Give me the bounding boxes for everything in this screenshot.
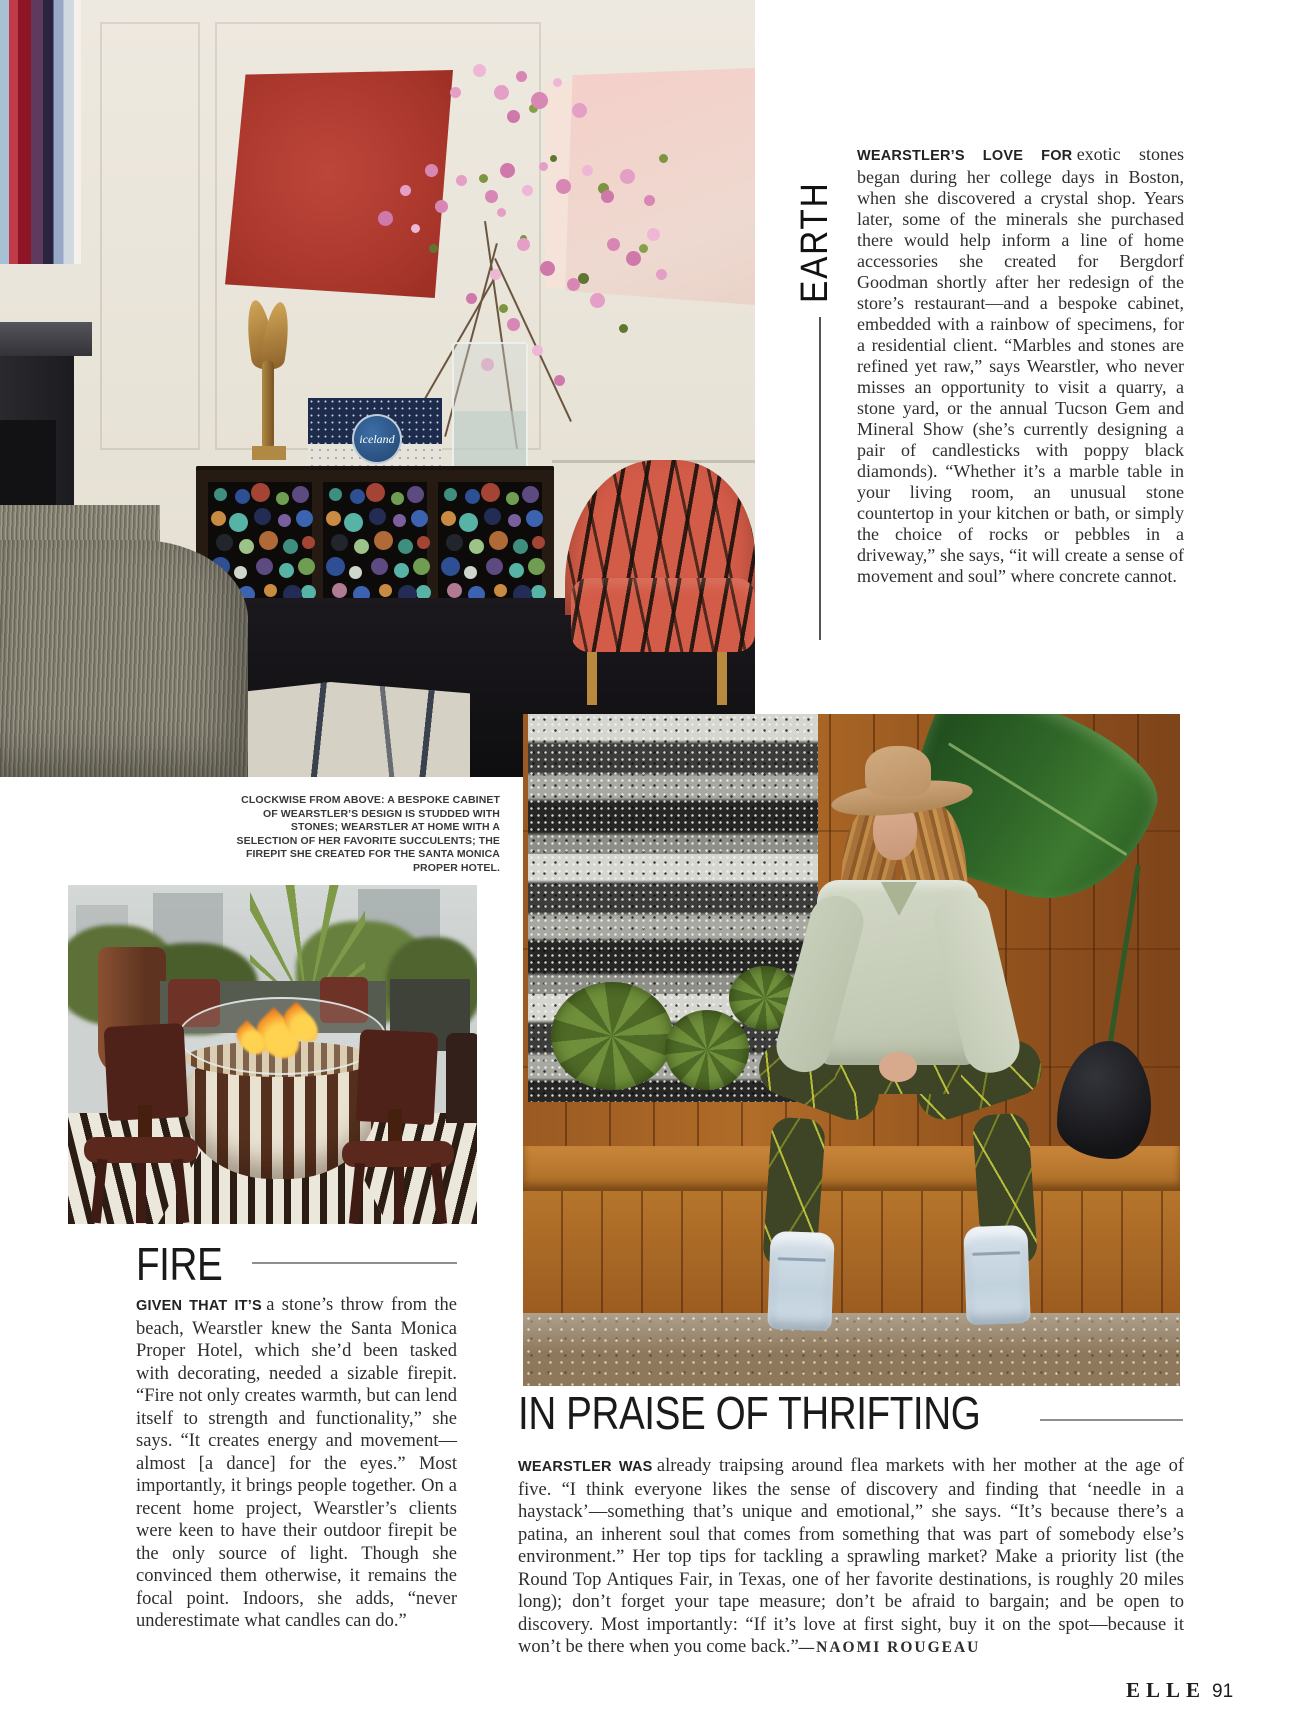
author-byline: —NAOMI ROUGEAU (798, 1639, 981, 1656)
fire-paragraph (136, 1294, 457, 1633)
thrifting-section-title: IN PRAISE OF THRIFTING (518, 1387, 981, 1439)
chair-leg (91, 1159, 108, 1224)
earth-section-title: EARTH (794, 181, 836, 303)
fire-body-text: a stone’s throw from the beach, Wearstler knew the Santa Monica Proper Hotel, which she’d been tasked with decorating, needed a sizable firepit. “Fire not only creates warmth, but can lend itself to strength and functionality,” she says. “It creates energy and movement—almost [a dance] for the eyes.” Most importantly, it brings people together. On a recent home project, Wearstler’s clients were keen to have their outdoor firepit be the only source of light. Though she convinced them otherwise, it remains the focal point. Indoors, she adds, “never underestimate what candles can do.” (136, 1295, 457, 1631)
succulent (665, 1010, 749, 1090)
earth-body-text: exotic stones began during her college days in Boston, when she discovered a crystal shop. Years later, some of the minerals she purchased there would help inform a line of home accessories she created for Bergdorf Goodman shortly after her redesign of the store’s restaurant—and a bespoke cabinet, embedded with a rainbow of specimens, for a residential client. “Marbles and stones are refined yet raw,” says Wearstler, who never misses an opportunity to visit a quarry, a stone yard, or the annual Tucson Gem and Mineral Show (she’s currently designing a pair of candlesticks with poppy black diamonds). “Whether it’s a marble table in your living room, an unusual stone countertop in your kitchen or bath, or simply the choice of rocks or pebbles in a driveway,” she says, “it will create a sense of movement and soul” where concrete cannot. (857, 144, 1185, 586)
earth-paragraph (857, 144, 1184, 587)
chair-leg (717, 646, 727, 705)
boot-cord (778, 1257, 826, 1262)
earth-lead-in: WEARSTLER’S LOVE FOR (857, 148, 1073, 164)
sculpture-stem (262, 360, 274, 450)
wood-chair-left (78, 1025, 202, 1224)
mantel (0, 322, 92, 356)
kelly-wearstler-figure (753, 754, 1043, 1354)
fire-title-rule (252, 1262, 457, 1264)
hands (879, 1052, 917, 1082)
chair-leg (173, 1159, 190, 1224)
side-table (446, 1033, 477, 1123)
chair-seat (571, 578, 755, 652)
chair-leg (136, 1163, 146, 1223)
cherry-blossoms (497, 208, 506, 217)
boot-cord (972, 1251, 1020, 1256)
cowboy-hat-crown (865, 746, 931, 796)
thrifting-paragraph (518, 1455, 1184, 1660)
glass-vase (452, 342, 528, 486)
brass-tulip-sculpture (246, 300, 290, 460)
chair-leg (394, 1167, 404, 1224)
striped-sofa (0, 500, 248, 777)
fire-lead-in: GIVEN THAT IT’S (136, 1298, 262, 1314)
wood-chair-right (340, 1031, 458, 1224)
thrifting-title-rule (1040, 1419, 1183, 1421)
sofa-arm (0, 540, 248, 777)
wall-molding-panel (100, 22, 200, 450)
drawstring-boot (767, 1231, 834, 1331)
iceland-box-logo (352, 414, 402, 464)
blossom-leaves (520, 235, 527, 242)
page-number: 91 (1212, 1681, 1234, 1702)
iceland-box-label: iceland (359, 431, 395, 446)
sculpture-base (252, 446, 286, 460)
cabinet-stones (329, 488, 342, 501)
fire-section-title: FIRE (136, 1238, 223, 1290)
chair-leg (587, 650, 597, 705)
magazine-logo: ELLE (1126, 1678, 1207, 1702)
succulent (551, 982, 673, 1090)
red-canvas-artwork (225, 70, 453, 298)
earth-vertical-rule (819, 317, 821, 640)
tiger-print-chair (565, 460, 755, 705)
chair-leg (431, 1163, 447, 1224)
photo-caption: CLOCKWISE FROM ABOVE: A BESPOKE CABINET OF WEARSTLER’S DESIGN IS STUDDED WITH STONES; WEARSTLER AT HOME WITH A SELECTION OF HER FAVORITE SUCCULENTS; THE FIREPIT SHE CREATED FOR THE SANTA MONICA PROPER HOTEL. (236, 794, 500, 874)
striped-artwork (0, 0, 81, 264)
cabinet-stones (444, 488, 457, 501)
living-room-photo (0, 0, 755, 777)
page-footer (1126, 1678, 1233, 1703)
portrait-photo (523, 714, 1180, 1386)
chair-leg (349, 1163, 365, 1224)
drawstring-boot (963, 1225, 1030, 1325)
pink-canvas-artwork (565, 68, 755, 305)
thrifting-lead-in: WEARSTLER WAS (518, 1459, 653, 1475)
thrifting-body-text: already traipsing around flea markets with her mother at the age of five. “I think everyone likes the sense of discovery and finding that ‘needle in a haystack’—something that’s unique and emotional,” she says. “It’s because there’s a patina, an inherent soul that comes from something that was part of somebody else’s environment.” Her top tips for tackling a sprawling market? Make a priority list (the Round Top Antiques Fair, in Texas, one of her favorite destinations, is roughly 20 miles long); don’t forget your tape measure; don’t be afraid to bargain; and be open to discovery. Most importantly: “If it’s love at first sight, buy it on the spot—because it won’t be there when you come back.” (518, 1456, 1184, 1657)
firepit-photo (68, 885, 477, 1224)
